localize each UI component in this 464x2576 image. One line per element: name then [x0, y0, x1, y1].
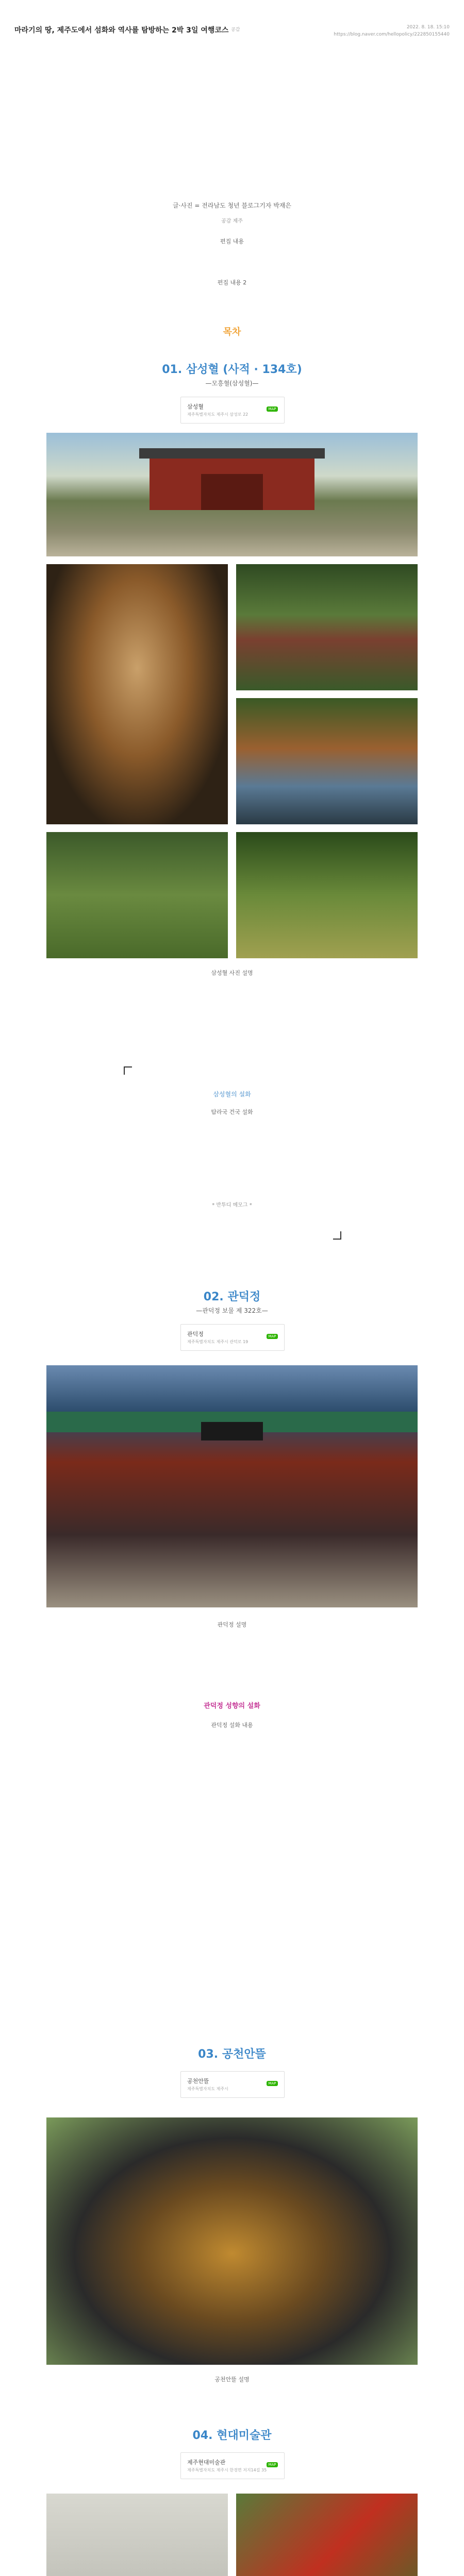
quote-corner-tl [124, 1066, 132, 1075]
intro-paragraph-2: 편집 내용 2 [217, 279, 247, 286]
quote-1-footer: * 반투디 메모그 * [212, 1202, 252, 1208]
photo-pavilion [236, 564, 418, 690]
quote-corner-br [333, 1231, 341, 1240]
quote-1-title: 삼성혈의 설화 [213, 1091, 251, 1098]
map-icon[interactable]: MAP [267, 2462, 278, 2467]
post-date: 2022. 8. 18. 15:10 [406, 25, 450, 30]
photo-samseonghyeol-gate [46, 433, 418, 556]
quote-2-title: 관덕정 성향의 설화 [204, 1702, 260, 1710]
photo-garden [236, 832, 418, 958]
map-address: 제주특별자치도 제주시 [187, 2087, 228, 2091]
post-title: 마라기의 땅, 제주도에서 섬화와 역사를 탐방하는 2박 3일 여행코스 [14, 26, 229, 35]
map-icon[interactable]: MAP [267, 1334, 278, 1339]
map-icon[interactable]: MAP [267, 2081, 278, 2086]
section-2-subtitle: —관덕정 보물 제 322호— [196, 1307, 268, 1314]
map-card-3[interactable] [180, 2071, 285, 2098]
section-2-title: 02. 관덕정 [203, 1291, 261, 1303]
map-name: 제주현대미술관 [187, 2459, 226, 2466]
map-card-4[interactable] [180, 2452, 285, 2479]
intro-line: 글·사진 = 전라남도 청년 블로그기자 박재은 [172, 202, 291, 209]
photo-forest [46, 832, 228, 958]
map-card-2[interactable] [180, 1324, 285, 1351]
map-name: 삼성혈 [187, 403, 204, 410]
section-3-title: 03. 공천안뜰 [198, 2048, 266, 2061]
photo-cave [46, 564, 228, 824]
post-author[interactable]: 공감 [231, 27, 240, 32]
photo-sculpture [46, 2494, 228, 2576]
section-1-subtitle: —모흥혈(삼성혈)— [205, 380, 259, 387]
map-address: 제주특별자치도 제주시 삼성로 22 [187, 412, 248, 417]
photo-gwandeokjeong [46, 1365, 418, 1607]
photo-red-sculpture [236, 2494, 418, 2576]
map-icon[interactable]: MAP [267, 406, 278, 412]
intro-paragraph: 편집 내용 [220, 238, 244, 245]
caption-2: 관덕정 설명 [217, 1621, 247, 1628]
map-name: 공천안뜰 [187, 2078, 209, 2084]
map-card-1[interactable] [180, 397, 285, 423]
photo-pond [236, 698, 418, 824]
caption-3: 공천안뜰 설명 [214, 2376, 250, 2383]
section-1-title: 01. 삼성혈 (사적 · 134호) [162, 363, 302, 376]
map-name: 관덕정 [187, 1331, 204, 1337]
quote-2-text: 관덕정 설화 내용 [211, 1722, 253, 1728]
toc-label: 목차 [223, 327, 241, 337]
caption-1: 삼성혈 사진 설명 [211, 970, 253, 976]
photo-food [46, 2117, 418, 2365]
section-4-title: 04. 현대미술관 [192, 2429, 272, 2442]
map-address: 제주특별자치도 제주시 한경면 저지14길 35 [187, 2468, 267, 2472]
quote-1-text: 탐라국 건국 설화 [211, 1109, 253, 1115]
intro-credit: 공감 제주 [221, 218, 243, 224]
map-address: 제주특별자치도 제주시 관덕로 19 [187, 1340, 248, 1344]
post-url[interactable]: https://blog.naver.com/hellopolicy/222850155440 [334, 32, 450, 37]
